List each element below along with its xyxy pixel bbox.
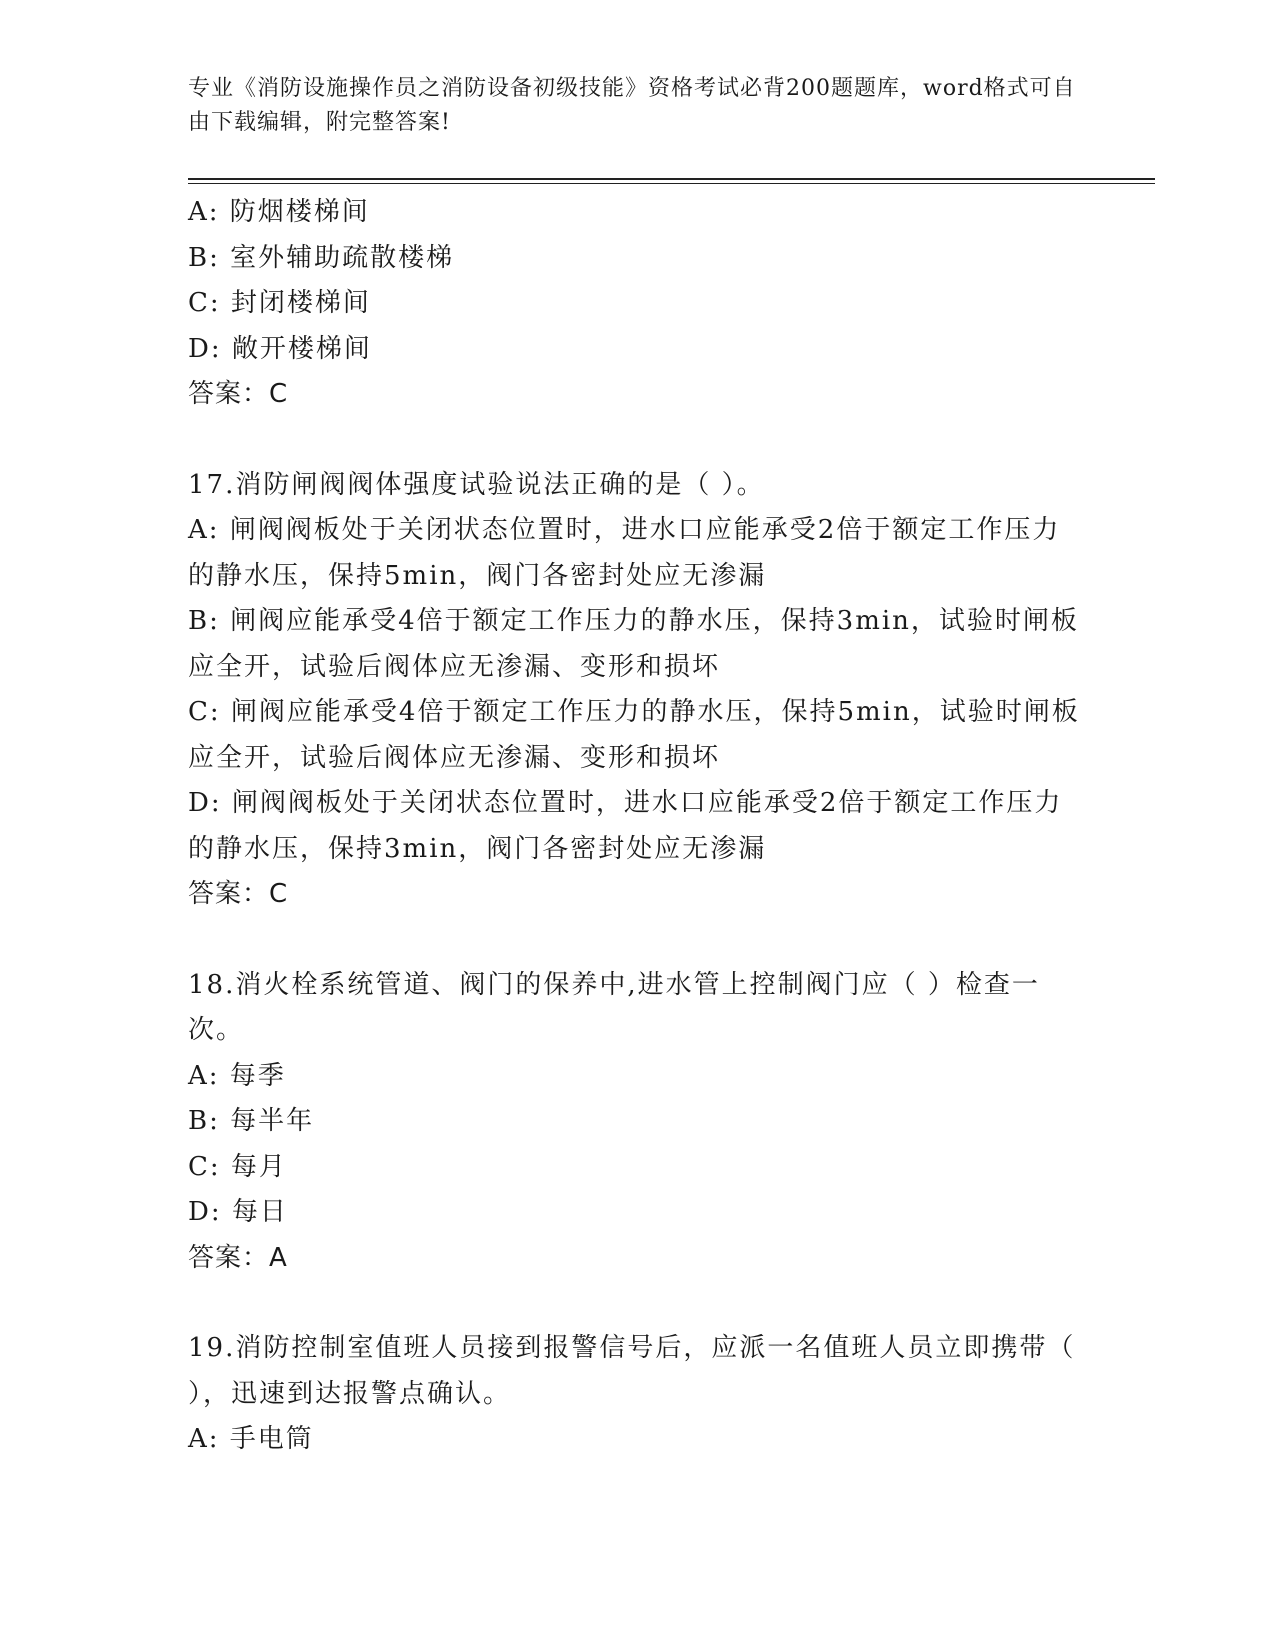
option-c: C: 每月 [188, 1151, 287, 1182]
question-19-block [188, 1326, 1088, 1463]
option-d: D: 闸阀阀板处于关闭状态位置时，进水口应能承受2倍于额定工作压力的静水压，保持3min，阀门各密封处应无渗漏 [188, 788, 1063, 864]
spacer [188, 1281, 1088, 1326]
option-c: C: 封闭楼梯间 [188, 288, 371, 318]
question-18-block [188, 963, 1088, 1282]
option-a: A: 每季 [188, 1060, 286, 1091]
question-17-block [188, 463, 1088, 918]
answer-line: 答案：A [188, 1242, 288, 1273]
option-c: C: 闸阀应能承受4倍于额定工作压力的静水压，保持5min，试验时闸板应全开，试验后阀体应无渗漏、变形和损坏 [188, 697, 1080, 773]
document-header: 专业《消防设施操作员之消防设备初级技能》资格考试必背200题题库，word格式可自由下载编辑，附完整答案! [188, 76, 1076, 135]
option-a: A: 闸阀阀板处于关闭状态位置时，进水口应能承受2倍于额定工作压力的静水压，保持5min，阀门各密封处应无渗漏 [188, 515, 1061, 591]
option-b: B: 每半年 [188, 1106, 315, 1136]
header-rule [188, 178, 1155, 180]
option-d: D: 每日 [188, 1197, 288, 1227]
option-a: A: 防烟楼梯间 [188, 197, 370, 227]
answer-line: 答案：C [188, 879, 289, 909]
question-stem: 19.消防控制室值班人员接到报警信号后，应派一名值班人员立即携带（ ），迅速到达报警点确认。 [188, 1333, 1076, 1409]
prev-question-block [188, 190, 1088, 418]
question-stem: 17.消防闸阀阀体强度试验说法正确的是（ ）。 [188, 469, 765, 500]
option-a: A: 手电筒 [188, 1424, 314, 1454]
spacer [188, 918, 1088, 963]
option-d: D: 敞开楼梯间 [188, 333, 372, 364]
question-stem: 18.消火栓系统管道、阀门的保养中,进水管上控制阀门应（ ）检查一次。 [188, 969, 1040, 1045]
answer-line: 答案：C [188, 379, 289, 409]
spacer [188, 418, 1088, 463]
question-content [188, 190, 1088, 1463]
header-rule-thin [188, 183, 1155, 184]
option-b: B: 闸阀应能承受4倍于额定工作压力的静水压，保持3min，试验时闸板应全开，试验后阀体应无渗漏、变形和损坏 [188, 606, 1079, 682]
option-b: B: 室外辅助疏散楼梯 [188, 242, 455, 273]
